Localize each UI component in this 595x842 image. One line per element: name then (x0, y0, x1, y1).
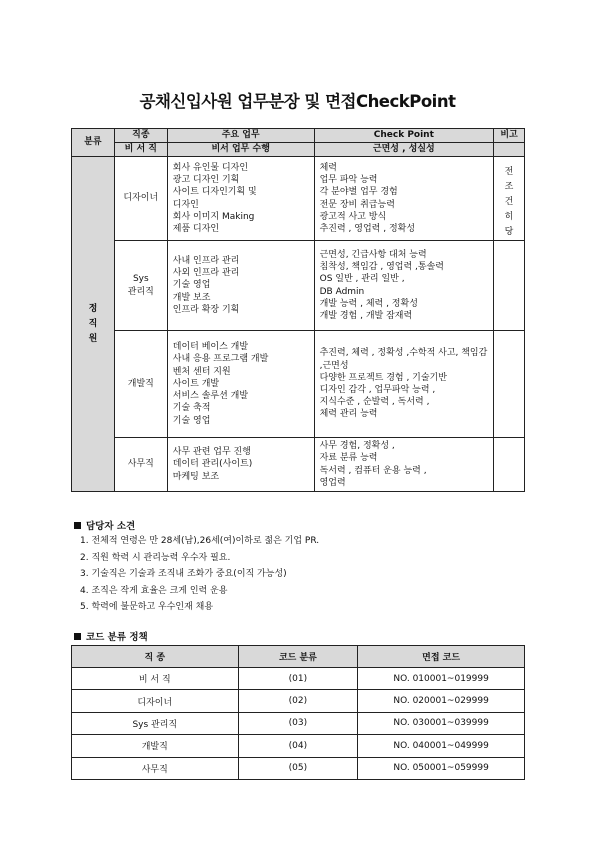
check-point-item: 각 분야별 업무 경험 (319, 187, 398, 198)
page-title: 공채신입사원 업무분장 및 면접CheckPoint (139, 92, 456, 111)
code-header-job: 직 종 (72, 646, 239, 668)
table-row (72, 757, 525, 779)
secretary-job: 비 서 직 (114, 143, 167, 157)
table-row (72, 690, 525, 712)
check-point-cell (314, 157, 493, 241)
interview-code-cell: NO. 050001~059999 (358, 757, 525, 779)
table-header-row (72, 129, 525, 143)
note-char: 조 (504, 182, 514, 192)
check-point-item: 개발 능력 , 체력 , 정확성 (319, 298, 418, 309)
duty-item: 디자인 (172, 199, 199, 210)
table-row (72, 668, 525, 690)
code-policy-heading (74, 629, 148, 643)
category-char: 정 (88, 303, 98, 314)
duty-item: 서비스 솔루션 개발 (172, 391, 249, 402)
code-job-cell: Sys 관리직 (72, 712, 239, 734)
note-cell (494, 438, 525, 492)
list-item: 4. 조직은 작게 효율은 크게 인력 운용 (80, 585, 228, 596)
header-main-duties: 주요 업무 (167, 129, 314, 143)
check-point-cell (314, 331, 493, 438)
category-char: 원 (88, 333, 98, 344)
job-type-cell (114, 241, 167, 331)
check-point-cell (314, 241, 493, 331)
check-point-item: 지식수준 , 순발력 , 독서력 , (319, 397, 430, 408)
main-duties-cell (167, 438, 314, 492)
check-point-item: 전문 장비 취급능력 (319, 199, 395, 210)
job-type-cell (114, 157, 167, 241)
main-duties-cell (167, 331, 314, 438)
duty-item: 데이터 관리(사이트) (172, 459, 253, 470)
interview-code-cell: NO. 020001~029999 (358, 690, 525, 712)
note-cell (494, 157, 525, 241)
interview-code-cell: NO. 040001~049999 (358, 735, 525, 757)
duty-item: 사내 인프라 관리 (172, 255, 240, 266)
table-row (72, 241, 525, 331)
note-cell (494, 331, 525, 438)
duty-item: 데이터 베이스 개발 (172, 342, 249, 353)
check-point-item: 체력 관리 능력 (319, 409, 378, 420)
code-header-interview: 면접 코드 (358, 646, 525, 668)
check-point-item: 체력 (319, 162, 337, 173)
note-char: 히 (504, 212, 514, 222)
code-policy-heading-text: 코드 분류 정책 (86, 632, 148, 643)
duty-item: 기술 축적 (172, 403, 211, 414)
duty-item: 회사 유인물 디자인 (172, 162, 249, 173)
note-cell (494, 241, 525, 331)
list-item: 3. 기술직은 기술과 조직내 조화가 중요(이직 가능성) (80, 569, 287, 580)
job-type-cell (114, 438, 167, 492)
check-point-item: 영업력 (319, 477, 346, 488)
code-job-cell: 사무직 (72, 757, 239, 779)
qualifications-heading (74, 518, 135, 532)
duty-item: 기술 영업 (172, 280, 211, 291)
table-row (72, 735, 525, 757)
list-item: 1. 전체적 연령은 만 28세(남),26세(여)이하로 젊은 기업 PR. (80, 536, 320, 546)
code-header-code: 코드 분류 (238, 646, 358, 668)
duty-item: 사외 인프라 관리 (172, 268, 240, 279)
code-class-cell: (04) (238, 735, 358, 757)
check-point-item: 다양한 프로젝트 경험 , 기술기반 (319, 372, 447, 383)
duty-item: 마케팅 보조 (172, 471, 220, 482)
duty-item: 개발 보조 (172, 292, 211, 303)
code-class-cell: (05) (238, 757, 358, 779)
check-point-item: 추진력, 체력 , 정확성 ,수학적 사고, 책임감 ,근면성 (319, 348, 488, 371)
code-policy-table (71, 645, 525, 780)
duty-item: 사무 관련 업무 진행 (172, 447, 251, 458)
table-row (72, 712, 525, 734)
job-type-label: 사무직 (127, 459, 154, 470)
secretary-row (72, 143, 525, 157)
code-class-cell: (01) (238, 668, 358, 690)
code-class-cell: (03) (238, 712, 358, 734)
duty-item: 제품 디자인 (172, 223, 220, 234)
check-point-item: 사무 경험, 정확성 , (319, 441, 395, 452)
duty-checkpoint-table (71, 128, 525, 492)
check-point-item: 근면성, 긴급사항 대처 능력 (319, 249, 427, 260)
check-point-item: 개발 경험 , 개발 잠재력 (319, 310, 413, 321)
check-point-item: 디자인 감각 , 업무파악 능력 , (319, 385, 436, 395)
interview-code-cell: NO. 030001~039999 (358, 712, 525, 734)
check-point-item: 광고적 사고 방식 (319, 211, 387, 222)
qualifications-list (80, 533, 520, 616)
code-class-cell: (02) (238, 690, 358, 712)
duty-item: 광고 디자인 기획 (172, 175, 240, 186)
header-note: 비고 (494, 129, 525, 143)
secretary-note (494, 143, 525, 157)
check-point-item: 자료 분류 능력 (319, 453, 378, 464)
secretary-duties: 비서 업무 수행 (167, 143, 314, 157)
interview-code-cell: NO. 010001~019999 (358, 668, 525, 690)
job-type-label: 관리직 (127, 286, 154, 297)
category-char: 직 (88, 318, 98, 329)
code-job-cell: 비 서 직 (72, 668, 239, 690)
qualifications-heading-text: 담당자 소견 (86, 521, 136, 532)
header-check-point: Check Point (314, 129, 493, 143)
duty-item: 인프라 확장 기획 (172, 304, 240, 315)
table-row (72, 331, 525, 438)
table-row (72, 438, 525, 492)
main-duties-cell (167, 157, 314, 241)
duty-item: 벤처 센터 지원 (172, 366, 231, 377)
header-category: 분류 (72, 129, 115, 157)
check-point-cell (314, 438, 493, 492)
check-point-item: 독서력 , 컴퓨터 운용 능력 , (319, 465, 427, 476)
secretary-check-point: 근면성 , 성실성 (314, 143, 493, 157)
duty-item: 사이트 개발 (172, 378, 220, 389)
note-char: 전 (504, 167, 514, 177)
job-type-label: 디자이너 (123, 193, 159, 204)
header-job-type: 직종 (114, 129, 167, 143)
duty-item: 사내 응용 프로그램 개발 (172, 354, 269, 365)
code-table-header (72, 646, 525, 668)
check-point-item: OS 일반 , 관리 일반 , (319, 274, 405, 285)
list-item: 2. 직원 학력 시 관리능력 우수자 필요. (80, 552, 231, 563)
category-cell (72, 157, 115, 492)
main-duties-cell (167, 241, 314, 331)
job-type-label: Sys (132, 274, 149, 285)
code-job-cell: 개발직 (72, 735, 239, 757)
duty-item: 회사 이미지 Making (172, 211, 255, 222)
duty-item: 사이트 디자인기획 및 (172, 187, 257, 198)
job-type-label: 개발직 (127, 378, 154, 389)
square-bullet-icon (74, 522, 81, 529)
code-job-cell: 디자이너 (72, 690, 239, 712)
note-char: 건 (504, 197, 514, 207)
check-point-item: DB Admin (319, 286, 365, 297)
square-bullet-icon (74, 633, 81, 640)
check-point-item: 업무 파악 능력 (319, 175, 378, 186)
duty-item: 기술 영업 (172, 415, 211, 426)
list-item: 5. 학력에 불문하고 우수인재 채용 (80, 602, 214, 613)
check-point-item: 추진력 , 영업력 , 정확성 (319, 223, 416, 234)
table-row (72, 157, 525, 241)
note-char: 당 (504, 227, 514, 237)
job-type-cell (114, 331, 167, 438)
check-point-item: 침착성, 책임감 , 영업력 ,통솔력 (319, 262, 444, 273)
